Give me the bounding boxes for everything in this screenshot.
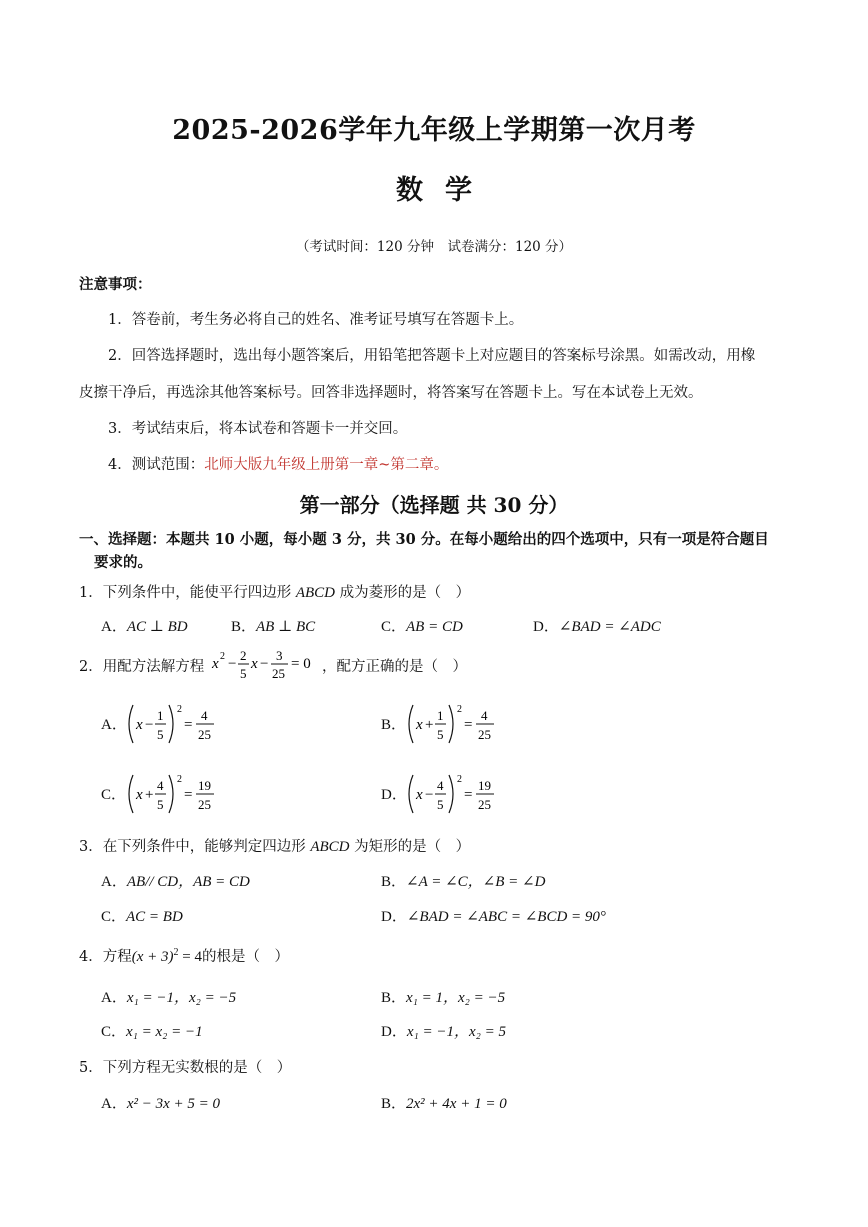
q1-option-c xyxy=(381,615,463,636)
rhs-num: 19 xyxy=(478,778,491,793)
section-instructions-line1: 一、选择题：本题共 10 小题，每小题 3 分，共 30 分。在每小题给出的四个选项中，只有一项是符合题目 xyxy=(79,531,769,548)
right-paren xyxy=(449,705,453,743)
q1-a-text: AC ⊥ BD xyxy=(126,619,188,635)
q4-a-label: A． xyxy=(101,990,127,1006)
exam-title: 2025-2026学年九年级上学期第一次月考 xyxy=(172,115,696,146)
var-x: x xyxy=(416,787,423,803)
sign: − xyxy=(145,717,154,733)
equals: = xyxy=(464,717,473,733)
q2-stem-text: 2．用配方法解方程 xyxy=(79,659,205,675)
q4-stem-sq: 2 xyxy=(173,947,179,959)
q3-option-b xyxy=(381,870,545,891)
q4-d-label: D． xyxy=(381,1024,407,1040)
left-paren xyxy=(409,775,413,813)
left-paren xyxy=(129,775,133,813)
q3-option-d xyxy=(381,905,606,926)
q5-a-text: x² − 3x + 5 = 0 xyxy=(126,1096,221,1112)
q2-eq-t2-den: 5 xyxy=(240,666,247,681)
q1-option-d xyxy=(533,615,661,636)
q3-d-text: ∠BAD = ∠ABC = ∠BCD = 90° xyxy=(406,909,606,925)
exponent: 2 xyxy=(457,704,462,715)
sign: + xyxy=(425,717,434,733)
frac-num: 1 xyxy=(437,708,444,723)
q1-stem-text: 1．下列条件中，能使平行四边形 xyxy=(79,585,296,601)
frac-num: 4 xyxy=(437,778,444,793)
q1-stem-var: ABCD xyxy=(295,585,336,601)
q4-option-d xyxy=(381,1020,506,1041)
q1-option-b xyxy=(231,615,315,636)
q2-option-b xyxy=(404,699,504,749)
q5-stem: 5．下列方程无实数根的是（ ） xyxy=(79,1060,292,1076)
note-2-line2: 皮擦干净后，再选涂其他答案标号。回答非选择题时，将答案写在答题卡上。写在本试卷上无效。 xyxy=(79,385,703,401)
equals: = xyxy=(184,787,193,803)
frac-den: 5 xyxy=(437,727,444,742)
q3-a-label: A． xyxy=(101,874,127,890)
q3-option-a xyxy=(101,870,250,891)
q3-stem-tail: 为矩形的是（ ） xyxy=(349,839,471,855)
exponent: 2 xyxy=(177,704,182,715)
rhs-den: 25 xyxy=(478,797,491,812)
q2-eq-x: x xyxy=(212,656,219,672)
var-x: x xyxy=(136,787,143,803)
q1-c-text: AB = CD xyxy=(406,619,463,635)
var-x: x xyxy=(416,717,423,733)
q1-option-a xyxy=(101,615,188,636)
q3-d-label: D． xyxy=(381,909,407,925)
note-4-range: 北师大版九年级上册第一章~第二章。 xyxy=(204,457,449,473)
q4-c-label: C． xyxy=(101,1024,127,1040)
q2-eq-minus1: − xyxy=(228,656,237,672)
frac-num: 4 xyxy=(157,778,164,793)
q2-option-c xyxy=(124,769,224,819)
q2-equation xyxy=(210,644,322,686)
q1-c-label: C． xyxy=(381,619,407,635)
right-paren xyxy=(169,775,173,813)
notes-heading: 注意事项： xyxy=(79,276,152,293)
rhs-num: 4 xyxy=(481,708,488,723)
note-1: 1．答卷前，考生务必将自己的姓名、准考证号填写在答题卡上。 xyxy=(108,312,524,328)
sign: + xyxy=(145,787,154,803)
q1-b-label: B． xyxy=(231,619,257,635)
q5-a-label: A． xyxy=(101,1096,127,1112)
note-2-line1: 2．回答选择题时，选出每小题答案后，用铅笔把答题卡上对应题目的答案标号涂黑。如需改动，用橡 xyxy=(108,348,756,364)
q3-c-label: C． xyxy=(101,909,127,925)
q1-stem-tail: 成为菱形的是（ ） xyxy=(335,585,471,601)
rhs-num: 19 xyxy=(198,778,211,793)
q2-option-a xyxy=(124,699,224,749)
left-paren xyxy=(129,705,133,743)
q4-b-text: x₁ = 1，x₂ = −5 xyxy=(406,990,506,1006)
equals: = xyxy=(464,787,473,803)
q2-eq-rhs: = 0 xyxy=(291,656,311,672)
var-x: x xyxy=(136,717,143,733)
q4-c-text: x₁ = x₂ = −1 xyxy=(126,1024,203,1040)
frac-den: 5 xyxy=(157,727,164,742)
right-paren xyxy=(449,775,453,813)
section-instructions-line2: 要求的。 xyxy=(94,554,152,571)
q3-a-text: AB// CD，AB = CD xyxy=(126,874,250,890)
q1-stem xyxy=(79,581,470,602)
q2-a-label: A． xyxy=(101,717,127,733)
exam-info: （考试时间：120 分钟 试卷满分：120 分） xyxy=(295,239,573,255)
q4-stem-text: 4．方程 xyxy=(79,949,132,965)
q4-a-text: x₁ = −1，x₂ = −5 xyxy=(126,990,237,1006)
q1-d-label: D． xyxy=(533,619,559,635)
q4-option-a xyxy=(101,986,236,1007)
q5-option-a xyxy=(101,1092,220,1113)
q3-b-label: B． xyxy=(381,874,407,890)
frac-den: 5 xyxy=(157,797,164,812)
right-paren xyxy=(169,705,173,743)
note-4 xyxy=(108,453,448,474)
q5-b-text: 2x² + 4x + 1 = 0 xyxy=(406,1096,507,1112)
q3-c-text: AC = BD xyxy=(126,909,183,925)
q2-eq-sq: 2 xyxy=(220,651,225,662)
q4-option-b xyxy=(381,986,505,1007)
q4-d-text: x₁ = −1，x₂ = 5 xyxy=(406,1024,506,1040)
equals: = xyxy=(184,717,193,733)
q2-d-label: D． xyxy=(381,787,407,803)
q4-b-label: B． xyxy=(381,990,407,1006)
section-title: 第一部分（选择题 共 30 分） xyxy=(299,493,569,517)
sign: − xyxy=(425,787,434,803)
q1-d-text: ∠BAD = ∠ADC xyxy=(558,619,661,635)
q3-stem-text: 3．在下列条件中，能够判定四边形 xyxy=(79,839,311,855)
subject-title: 数学 xyxy=(396,175,494,206)
frac-num: 1 xyxy=(157,708,164,723)
q2-c-label: C． xyxy=(101,787,127,803)
exponent: 2 xyxy=(457,774,462,785)
q4-stem xyxy=(79,945,289,966)
q5-b-label: B． xyxy=(381,1096,407,1112)
q2-eq-minus2: − xyxy=(260,656,269,672)
q2-option-d xyxy=(404,769,504,819)
q1-b-text: AB ⊥ BC xyxy=(256,619,316,635)
q2-b-label: B． xyxy=(381,717,407,733)
q3-b-text: ∠A = ∠C，∠B = ∠D xyxy=(406,874,546,890)
q4-stem-eq: (x + 3) xyxy=(131,949,174,965)
q3-stem xyxy=(79,835,470,856)
q3-stem-var: ABCD xyxy=(310,839,350,855)
q4-stem-rhs: = 4 xyxy=(178,949,202,965)
rhs-den: 25 xyxy=(198,797,211,812)
exponent: 2 xyxy=(177,774,182,785)
left-paren xyxy=(409,705,413,743)
note-3: 3．考试结束后，将本试卷和答题卡一并交回。 xyxy=(108,421,408,437)
rhs-num: 4 xyxy=(201,708,208,723)
q2-eq-t2-num: 2 xyxy=(240,648,247,663)
q2-stem-tail: ，配方正确的是（ ） xyxy=(322,659,467,675)
q1-a-label: A． xyxy=(101,619,127,635)
q2-eq-t3-den: 25 xyxy=(272,666,285,681)
q4-option-c xyxy=(101,1020,203,1041)
note-4-prefix: 4．测试范围： xyxy=(108,457,205,473)
rhs-den: 25 xyxy=(478,727,491,742)
rhs-den: 25 xyxy=(198,727,211,742)
q2-eq-t3-num: 3 xyxy=(276,648,283,663)
q5-option-b xyxy=(381,1092,507,1113)
q3-option-c xyxy=(101,905,183,926)
q2-eq-x2: x xyxy=(251,656,258,672)
frac-den: 5 xyxy=(437,797,444,812)
q4-stem-tail: 的根是（ ） xyxy=(201,949,289,965)
